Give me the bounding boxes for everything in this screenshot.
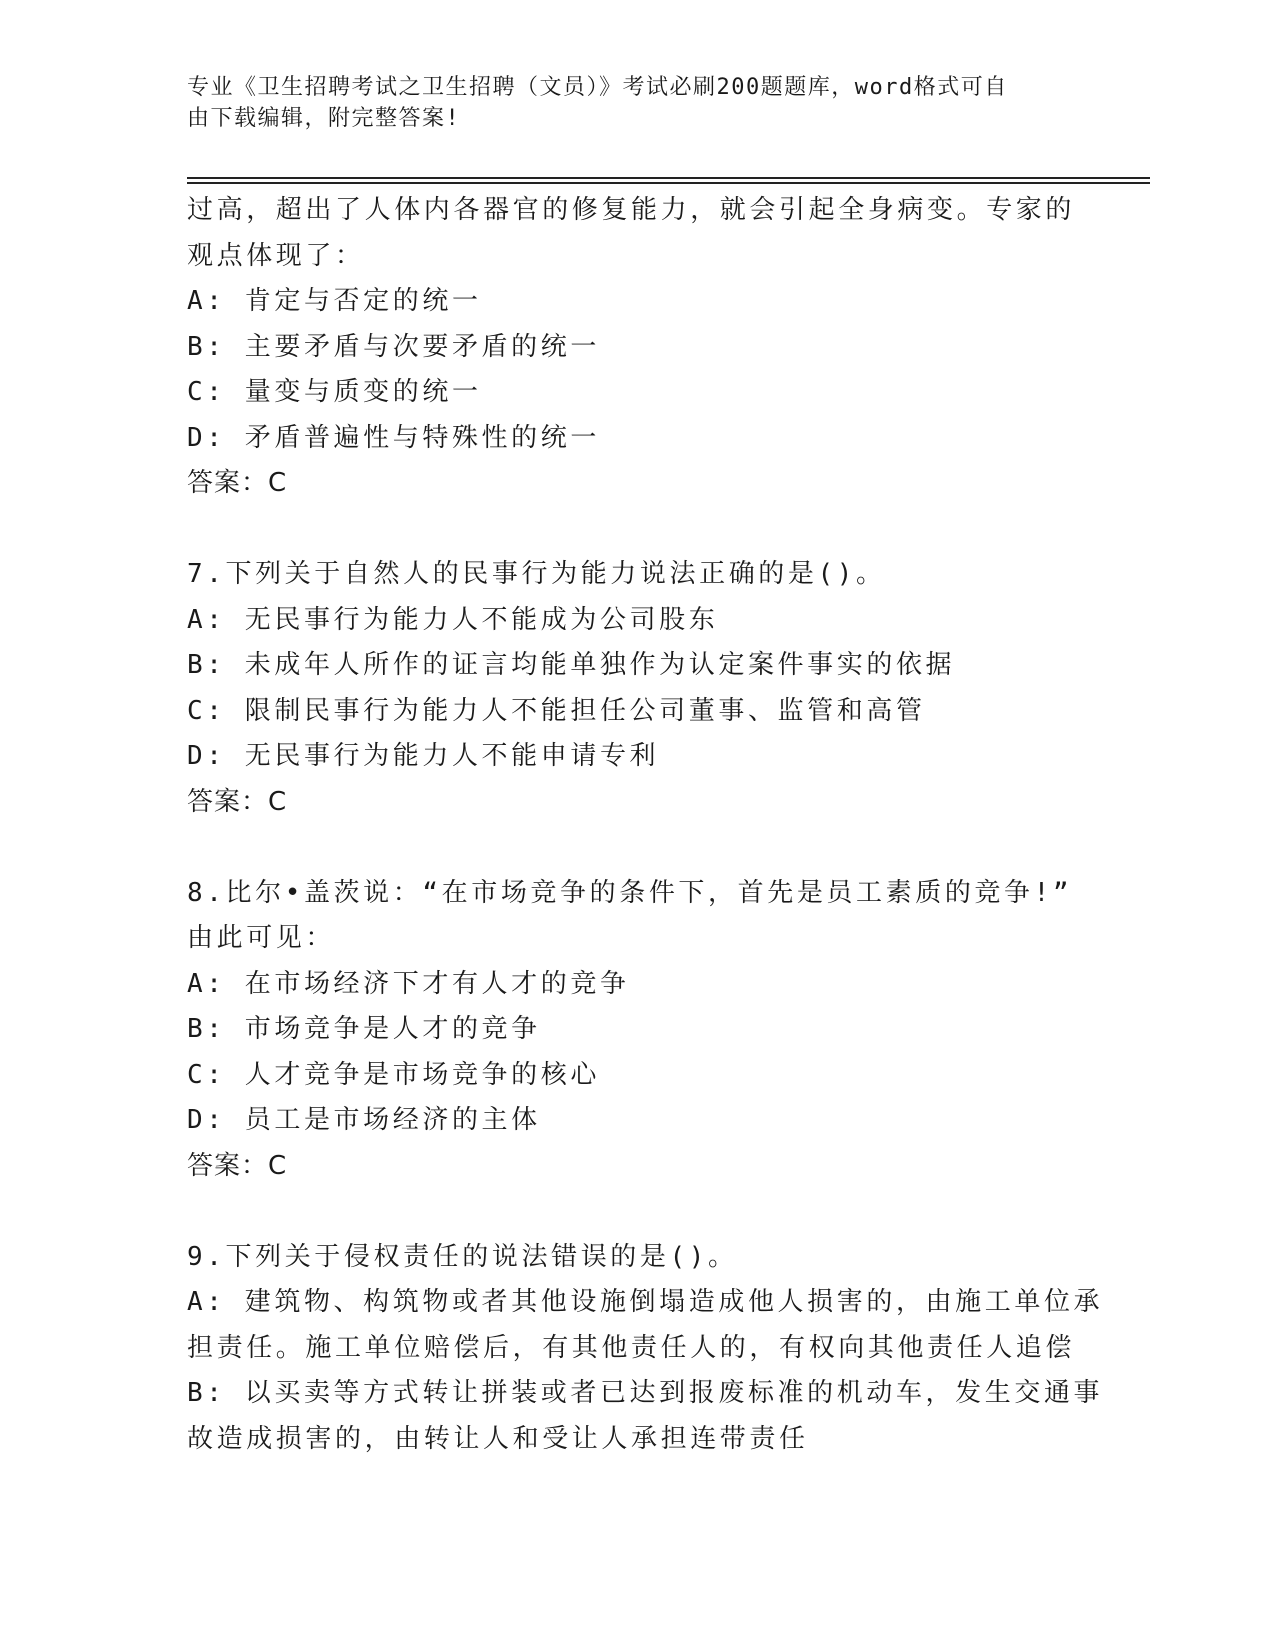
option-c: C: 人才竞争是市场竞争的核心 xyxy=(187,1059,600,1090)
answer-line: 答案：C xyxy=(187,786,288,817)
question-8-block xyxy=(187,871,1087,1190)
question-7-block xyxy=(187,552,1087,825)
option-c: C: 量变与质变的统一 xyxy=(187,377,482,407)
option-b-continued: 故造成损害的，由转让人和受让人承担连带责任 xyxy=(187,1423,809,1454)
option-b: B: 未成年人所作的证言均能单独作为认定案件事实的依据 xyxy=(187,650,956,680)
option-b: B: 市场竞争是人才的竞争 xyxy=(187,1014,541,1044)
document-body xyxy=(187,188,1104,1462)
option-a: A: 在市场经济下才有人才的竞争 xyxy=(187,968,630,999)
option-c: C: 限制民事行为能力人不能担任公司董事、监管和高管 xyxy=(187,695,926,726)
question-stem-line: 7.下列关于自然人的民事行为能力说法正确的是()。 xyxy=(187,559,886,589)
question-stem-line: 由此可见： xyxy=(187,923,336,953)
option-a-continued: 担责任。施工单位赔偿后，有其他责任人的，有权向其他责任人追偿 xyxy=(187,1332,1076,1363)
option-a: A: 无民事行为能力人不能成为公司股东 xyxy=(187,604,719,635)
question-stem-line: 过高，超出了人体内各器官的修复能力，就会引起全身病变。专家的 xyxy=(187,195,1076,225)
answer-line: 答案：C xyxy=(187,468,288,498)
header-rule-bottom xyxy=(187,182,1150,184)
header-line-1: 专业《卫生招聘考试之卫生招聘（文员）》考试必刷200题题库，word格式可自 xyxy=(187,75,1008,100)
option-a: A: 建筑物、构筑物或者其他设施倒塌造成他人损害的，由施工单位承 xyxy=(187,1287,1104,1317)
option-d: D: 矛盾普遍性与特殊性的统一 xyxy=(187,422,600,453)
option-b: B: 以买卖等方式转让拼装或者已达到报废标准的机动车，发生交通事 xyxy=(187,1378,1104,1408)
spacer xyxy=(187,507,1087,553)
question-6-block xyxy=(187,188,1087,507)
answer-line: 答案：C xyxy=(187,1150,288,1181)
option-a: A: 肯定与否定的统一 xyxy=(187,286,482,316)
option-d: D: 员工是市场经济的主体 xyxy=(187,1105,541,1135)
document-header xyxy=(187,72,1067,134)
option-d: D: 无民事行为能力人不能申请专利 xyxy=(187,741,660,771)
spacer xyxy=(187,1189,1087,1235)
spacer xyxy=(187,825,1087,871)
header-line-2: 由下载编辑，附完整答案! xyxy=(187,106,461,131)
question-9-block xyxy=(187,1235,1104,1463)
option-b: B: 主要矛盾与次要矛盾的统一 xyxy=(187,331,600,362)
question-stem-line: 观点体现了： xyxy=(187,240,365,271)
question-stem-line: 8.比尔•盖茨说：“在市场竞争的条件下，首先是员工素质的竞争!” xyxy=(187,877,1073,908)
question-stem-line: 9.下列关于侵权责任的说法错误的是()。 xyxy=(187,1241,738,1272)
header-rule-top xyxy=(187,177,1150,179)
